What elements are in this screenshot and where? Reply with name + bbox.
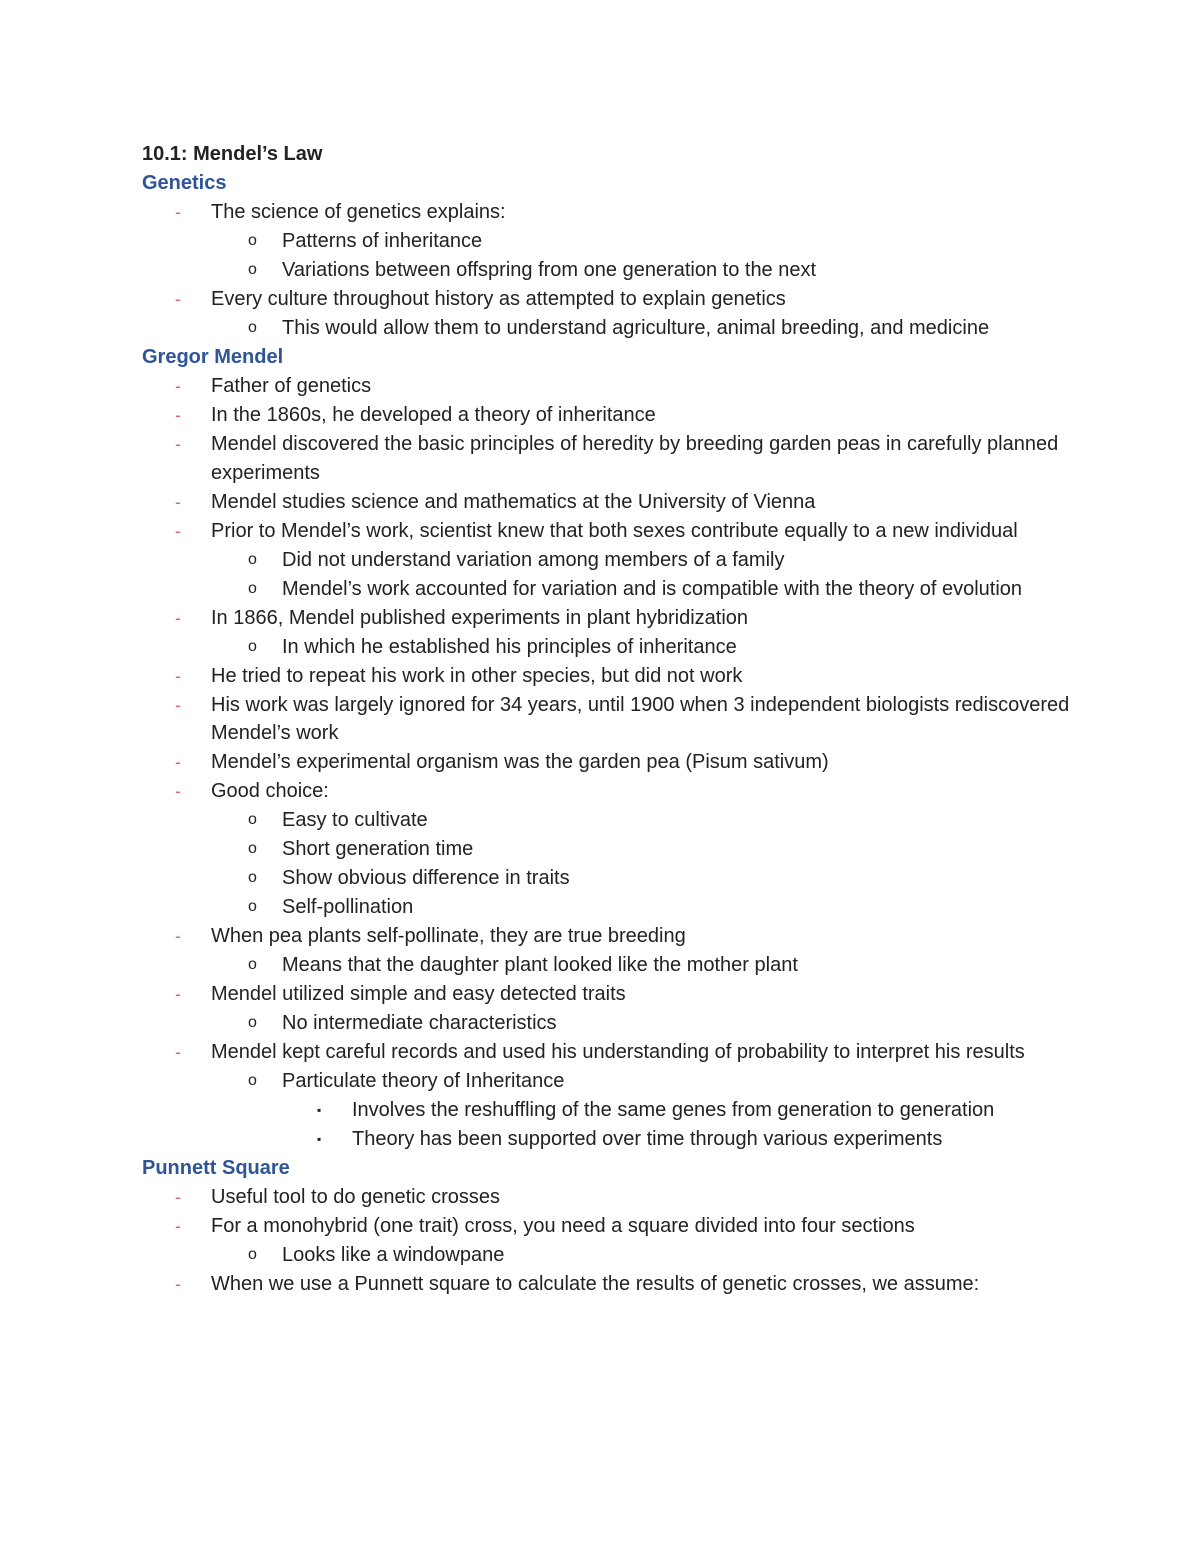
dash-bullet-icon: -: [175, 520, 181, 541]
list-item-text: When we use a Punnett square to calculate the results of genetic crosses, we assume:: [211, 1273, 980, 1295]
list-item-text: Mendel’s experimental organism was the garden pea (Pisum sativum): [211, 751, 829, 773]
list-item-text: Mendel discovered the basic principles of heredity by breeding garden peas in carefully planned experiments: [211, 433, 1059, 484]
dash-bullet-icon: -: [175, 607, 181, 628]
bullet-list: [142, 372, 1142, 1154]
list-item-text: Mendel’s work accounted for variation and is compatible with the theory of evolution: [282, 577, 1023, 600]
list-item: [142, 546, 1142, 575]
list-item: [142, 1212, 1142, 1241]
list-item: [142, 1270, 1142, 1299]
list-item-text: No intermediate characteristics: [282, 1012, 557, 1034]
list-item-text: Useful tool to do genetic crosses: [211, 1186, 501, 1208]
list-item: [142, 256, 1142, 285]
list-item: [142, 951, 1142, 980]
list-item-text: In which he established his principles of inheritance: [282, 635, 737, 658]
sections-container: [142, 169, 1142, 1299]
dash-bullet-icon: -: [175, 781, 181, 801]
dash-bullet-icon: -: [175, 1216, 181, 1236]
list-item: [142, 372, 1142, 401]
circle-bullet-icon: o: [248, 319, 257, 336]
circle-bullet-icon: o: [248, 840, 257, 857]
section-heading: Punnett Square: [142, 1157, 290, 1179]
list-item: [142, 748, 1142, 777]
dash-bullet-icon: -: [175, 1042, 181, 1062]
list-item: [142, 835, 1142, 864]
list-item: [142, 517, 1142, 546]
list-item: [142, 691, 1142, 748]
dash-bullet-icon: -: [175, 202, 181, 222]
list-item-text: The science of genetics explains:: [211, 201, 506, 223]
list-item: [142, 401, 1142, 430]
list-item-text: Means that the daughter plant looked like the mother plant: [282, 954, 798, 976]
list-item-text: When pea plants self-pollinate, they are true breeding: [211, 925, 686, 947]
list-item: [142, 922, 1142, 951]
list-item: [142, 662, 1142, 691]
list-item: [142, 488, 1142, 517]
list-item: [142, 604, 1142, 633]
square-bullet-icon: ▪: [317, 1132, 322, 1146]
list-item-text: In the 1860s, he developed a theory of inheritance: [211, 404, 656, 426]
list-item: [142, 1067, 1142, 1096]
section-heading: Genetics: [142, 172, 227, 194]
list-item-text: Patterns of inheritance: [282, 230, 483, 252]
list-item: [142, 1183, 1142, 1212]
list-item-text: Short generation time: [282, 838, 474, 860]
list-item: [142, 777, 1142, 806]
list-item: [142, 980, 1142, 1009]
list-item-text: Variations between offspring from one generation to the next: [282, 259, 817, 281]
circle-bullet-icon: o: [248, 1072, 257, 1089]
list-item: [142, 1038, 1142, 1067]
circle-bullet-icon: o: [248, 898, 257, 915]
list-item-text: Mendel studies science and mathematics at the University of Vienna: [211, 490, 816, 513]
list-item: [142, 314, 1142, 343]
list-item-text: He tried to repeat his work in other species, but did not work: [211, 664, 743, 687]
square-bullet-icon: ▪: [317, 1103, 322, 1117]
list-item-text: Mendel utilized simple and easy detected traits: [211, 983, 626, 1005]
list-item: [142, 1096, 1142, 1125]
dash-bullet-icon: -: [175, 984, 181, 1004]
circle-bullet-icon: o: [248, 232, 257, 249]
dash-bullet-icon: -: [175, 752, 181, 772]
circle-bullet-icon: o: [248, 261, 257, 278]
dash-bullet-icon: -: [175, 694, 181, 715]
circle-bullet-icon: o: [248, 811, 257, 828]
bullet-list: [142, 1183, 1142, 1299]
list-item-text: Self-pollination: [282, 896, 414, 918]
list-item: [142, 893, 1142, 922]
circle-bullet-icon: o: [248, 579, 257, 597]
list-item-text: Father of genetics: [211, 375, 372, 397]
circle-bullet-icon: o: [248, 956, 257, 973]
list-item: [142, 1241, 1142, 1270]
dash-bullet-icon: -: [175, 665, 181, 686]
bullet-list: [142, 198, 1142, 343]
list-item-text: His work was largely ignored for 34 years, until 1900 when 3 independent biologists rediscovered Mendel’s work: [211, 693, 1070, 744]
list-item: [142, 198, 1142, 227]
section-heading: Gregor Mendel: [142, 346, 284, 368]
dash-bullet-icon: -: [175, 926, 181, 946]
list-item-text: Prior to Mendel’s work, scientist knew that both sexes contribute equally to a new individual: [211, 519, 1018, 542]
list-item: [142, 227, 1142, 256]
list-item-text: Particulate theory of Inheritance: [282, 1070, 565, 1092]
list-item-text: Easy to cultivate: [282, 809, 428, 831]
circle-bullet-icon: o: [248, 1246, 257, 1263]
document-page: [142, 140, 1142, 1299]
circle-bullet-icon: o: [248, 550, 257, 568]
list-item: [142, 1125, 1142, 1154]
dash-bullet-icon: -: [175, 376, 181, 396]
list-item-text: Theory has been supported over time through various experiments: [352, 1128, 943, 1150]
list-item-text: Good choice:: [211, 780, 329, 802]
list-item-text: Involves the reshuffling of the same genes from generation to generation: [352, 1099, 995, 1121]
dash-bullet-icon: -: [175, 491, 181, 512]
list-item: [142, 285, 1142, 314]
list-item: [142, 430, 1142, 487]
list-item: [142, 806, 1142, 835]
list-item: [142, 864, 1142, 893]
section: [142, 169, 1142, 343]
circle-bullet-icon: o: [248, 637, 257, 655]
list-item-text: Looks like a windowpane: [282, 1244, 505, 1266]
list-item: [142, 1009, 1142, 1038]
list-item-text: Show obvious difference in traits: [282, 867, 570, 889]
section: [142, 343, 1142, 1154]
list-item-text: Mendel kept careful records and used his understanding of probability to interpret his results: [211, 1041, 1025, 1063]
dash-bullet-icon: -: [175, 405, 181, 425]
section: [142, 1154, 1142, 1299]
dash-bullet-icon: -: [175, 1187, 181, 1207]
list-item-text: In 1866, Mendel published experiments in plant hybridization: [211, 606, 749, 629]
list-item-text: This would allow them to understand agriculture, animal breeding, and medicine: [282, 317, 990, 339]
dash-bullet-icon: -: [175, 289, 181, 309]
dash-bullet-icon: -: [175, 1274, 181, 1294]
list-item-text: Every culture throughout history as attempted to explain genetics: [211, 288, 786, 310]
circle-bullet-icon: o: [248, 869, 257, 886]
list-item: [142, 575, 1142, 604]
circle-bullet-icon: o: [248, 1014, 257, 1031]
page-title: 10.1: Mendel’s Law: [142, 143, 323, 165]
list-item: [142, 633, 1142, 662]
list-item-text: For a monohybrid (one trait) cross, you need a square divided into four sections: [211, 1215, 915, 1237]
list-item-text: Did not understand variation among members of a family: [282, 548, 785, 571]
dash-bullet-icon: -: [175, 434, 181, 454]
